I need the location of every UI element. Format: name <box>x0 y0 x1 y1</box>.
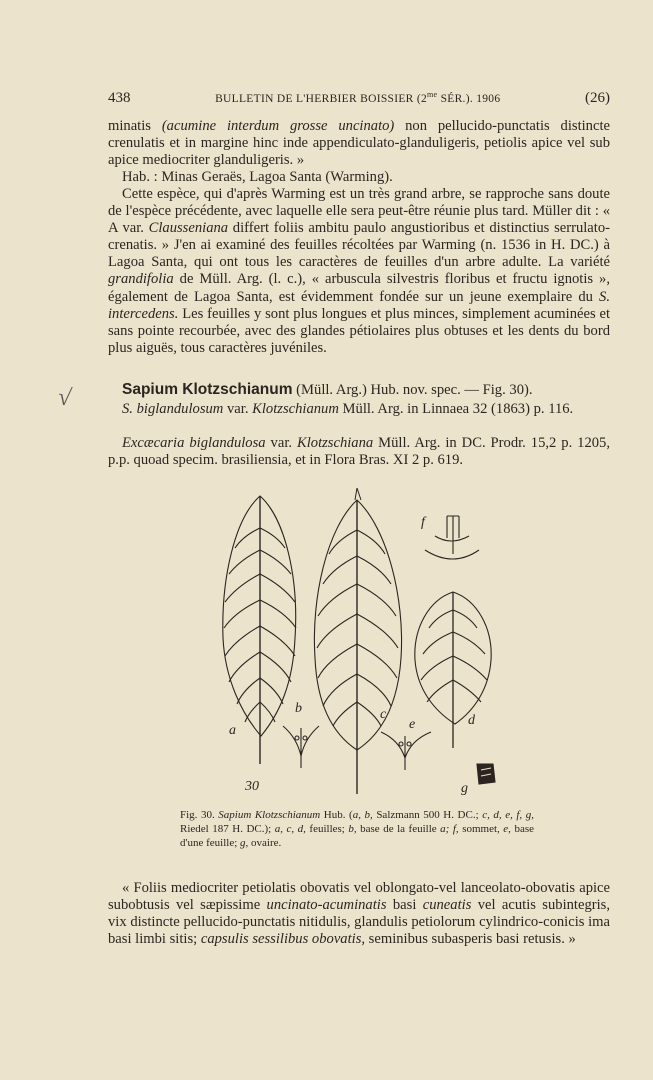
running-title: BULLETIN DE L'HERBIER BOISSIER ($2^{me}$ SÉR.). 1906 <box>215 90 501 105</box>
leaf-illustration <box>205 488 505 800</box>
label-e: e <box>409 717 416 732</box>
detail-g-drawing <box>477 764 495 784</box>
latin-diagnosis-quote: « Foliis mediocriter petiolatis obovatis vel oblongato-vel lanceolato-obovatis apice subobtusis vel sæpissime uncinato-acuminatis basi cuneatis vel acutis subintegris, vix distincte pellucido-punctatis nitidulis, glandulis petiolorum cylindrico-conicis ima basi limbi sitis; capsulis sessilibus obovatis, seminibus subasperis basi retusis. » <box>108 880 610 948</box>
species-name: Sapium Klotzschianum <box>122 381 293 398</box>
margin-checkmark: √ <box>56 384 73 412</box>
figure-30-leaves <box>205 488 505 800</box>
detail-f-drawing <box>425 516 479 559</box>
figure-number: 30 <box>245 779 259 794</box>
leaf-d-drawing <box>415 592 491 748</box>
paragraph-discussion: Cette espèce, qui d'après Warming est un très grand arbre, se rapproche sans doute de l'espèce précédente, avec laquelle elle sera peut-être réunie plus tard. Müller dit : « A var. Clausseniana differt foliis ambitu paulo angustioribus et distinctius serrulato-crenatis. » J'en ai examiné des feuilles récoltées par Warming (n. 1536 in H. DC.) à Lagoa Santa, qui ont tous les caractères de feuilles d'un arbre adulte. La variété grandifolia de Müll. Arg. (l. c.), « arbuscula silvestris floribus et fructu ignotis », également de Lagoa Santa, est évidemment fondée sur un jeune exemplaire du S. intercedens. Les feuilles y sont plus longues et plus minces, simplement acuminées et sans pointe recourbée, avec des glandes pétiolaires plus obtuses et les dents du bord plus aiguës, tous caractères juvéniles. <box>108 186 610 356</box>
label-g: g <box>461 781 468 796</box>
figure-caption: Fig. 30. Sapium Klotzschianum Hub. (a, b, Salzmann 500 H. DC.; c, d, e, f, g, Riedel 187 H. DC.); a, c, d, feuilles; b, base de la feuille a; f, sommet, e, base d'une feuille; g, ovaire. <box>180 809 534 849</box>
label-b: b <box>295 701 302 716</box>
running-header <box>108 86 610 108</box>
synonym-1: S. biglandulosum var. Klotzschianum Müll. Arg. in Linnaea 32 (1863) p. 116. <box>122 401 574 417</box>
paragraph-diagnosis-end: minatis (acumine interdum grosse uncinato) non pellucido-punctatis distincte crenulatis et in margine hinc inde appendiculato-glanduligeris, petiolis apice vel sub apice mediocriter glanduligeris. » <box>108 118 610 169</box>
label-a: a <box>229 723 236 738</box>
habitat-line: Hab. : Minas Geraës, Lagoa Santa (Warming). <box>122 169 393 185</box>
label-d: d <box>468 713 475 728</box>
label-f: f <box>421 515 425 530</box>
page-label: (26) <box>585 89 610 106</box>
detail-e-drawing <box>381 732 431 770</box>
leaf-c-drawing <box>314 488 401 794</box>
detail-b-drawing <box>283 726 319 768</box>
synonym-2: Excæcaria biglandulosa var. Klotzschiana Müll. Arg. in DC. Prodr. 15,2 p. 1205, p.p. quoad specim. brasiliensia, et in Flora Bras. XI 2 p. 619. <box>108 435 611 469</box>
label-c: c <box>380 707 387 722</box>
page-number: 438 <box>108 89 131 106</box>
species-heading: Sapium Klotzschianum (Müll. Arg.) Hub. nov. spec. — Fig. 30). <box>122 381 533 398</box>
